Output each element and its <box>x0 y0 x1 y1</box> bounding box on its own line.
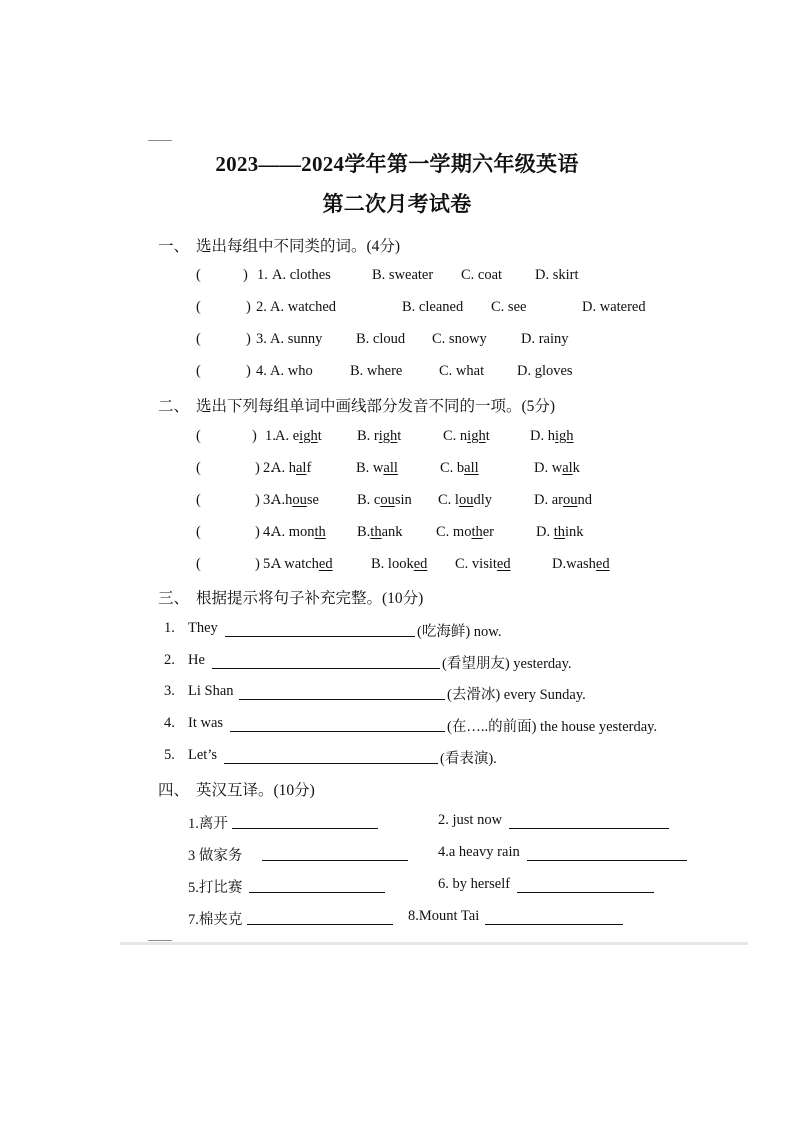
option-b: B. where <box>350 363 403 379</box>
answer-blank[interactable] <box>239 684 445 700</box>
option-text: dly <box>473 492 492 508</box>
answer-blank[interactable] <box>232 813 378 829</box>
underlined-letters: igh <box>378 428 398 444</box>
section-number: 四、 <box>158 782 190 799</box>
underlined-letters: al <box>295 460 307 476</box>
section-number: 一、 <box>158 238 190 255</box>
option-c: C. snowy <box>432 331 487 347</box>
translation-item: 6. by herself <box>438 876 511 892</box>
sentence-start: He <box>188 652 205 668</box>
hint-text: (看望朋友) <box>442 656 510 672</box>
answer-bracket: ) <box>255 524 260 540</box>
section-title: 选出每组中不同类的词。(4分) <box>196 238 401 255</box>
option-a <box>271 524 326 541</box>
underlined-letters: th <box>370 524 382 540</box>
answer-blank[interactable] <box>225 621 415 637</box>
section-title: 英汉互译。(10分) <box>196 782 315 799</box>
option-a: A. sunny <box>270 331 323 347</box>
hint-and-ending <box>442 652 572 673</box>
answer-bracket: ) <box>246 331 251 347</box>
answer-blank[interactable] <box>230 716 445 732</box>
option-a: A. who <box>270 363 313 379</box>
option-a <box>275 428 322 445</box>
underlined-letters: ed <box>318 556 333 572</box>
option-d <box>536 524 584 541</box>
sentence-start: Li Shan <box>188 683 234 699</box>
option-text: C. mo <box>436 524 472 540</box>
question-number: 2. <box>263 460 274 476</box>
option-d <box>534 460 580 477</box>
option-c: C. coat <box>461 267 503 283</box>
answer-bracket: ) <box>243 267 248 283</box>
sentence-end: yesterday. <box>509 656 572 672</box>
option-text: A.h <box>271 492 293 508</box>
translation-item: 2. just now <box>438 812 503 828</box>
sentence-end: . <box>493 751 497 767</box>
option-text: D. h <box>530 428 555 444</box>
option-text: C. b <box>440 460 465 476</box>
section-title: 根据提示将句子补充完整。(10分) <box>196 590 424 607</box>
item-number: 2. <box>164 652 175 668</box>
underlined-letters: ou <box>292 492 307 508</box>
hint-and-ending <box>440 747 497 768</box>
option-d <box>534 492 592 509</box>
section-title: 选出下列每组单词中画线部分发音不同的一项。(5分) <box>196 398 556 415</box>
option-b <box>357 428 401 445</box>
option-text: er <box>482 524 494 540</box>
sentence-start: It was <box>188 715 224 731</box>
corner-mark-top <box>148 140 172 141</box>
underlined-letters: ou <box>380 492 395 508</box>
answer-bracket: ( <box>196 363 201 379</box>
exam-title: 2023——2024学年第一学期六年级英语 <box>215 152 579 176</box>
option-c <box>436 524 494 541</box>
sentence-end: now. <box>470 624 502 640</box>
option-text: t <box>397 428 402 444</box>
option-a <box>271 492 319 509</box>
underlined-letters: igh <box>467 428 486 444</box>
option-text: A. e <box>275 428 300 444</box>
answer-bracket: ( <box>196 331 201 347</box>
answer-bracket: ) <box>255 556 260 572</box>
answer-bracket: ( <box>196 299 201 315</box>
sentence-start: They <box>188 620 218 636</box>
underlined-letters: igh <box>554 428 574 444</box>
underlined-letters: th <box>471 524 483 540</box>
option-text: sin <box>394 492 412 508</box>
option-text: B. r <box>357 428 379 444</box>
answer-bracket: ) <box>255 460 260 476</box>
option-text: ink <box>565 524 584 540</box>
item-number: 4. <box>164 715 175 731</box>
underlined-letters: igh <box>299 428 318 444</box>
translation-item: 7.棉夹克 <box>188 912 243 928</box>
underlined-letters: al <box>562 460 573 476</box>
option-a: A. watched <box>270 299 337 315</box>
translation-item: 4.a heavy rain <box>438 844 520 860</box>
option-text: C. visit <box>455 556 497 572</box>
section-4-heading <box>158 778 315 800</box>
option-b: B. cleaned <box>402 299 464 315</box>
option-text: C. n <box>443 428 468 444</box>
section-3-heading <box>158 586 423 608</box>
section-1-heading <box>158 234 400 256</box>
answer-bracket: ) <box>246 363 251 379</box>
page-bottom-edge <box>120 942 748 945</box>
option-a <box>271 460 311 477</box>
option-text: B. c <box>357 492 381 508</box>
option-text: D. w <box>534 460 563 476</box>
option-text: D. <box>536 524 554 540</box>
option-text: nd <box>577 492 592 508</box>
option-text: f <box>306 460 312 476</box>
option-b: B. sweater <box>372 267 434 283</box>
answer-bracket: ( <box>196 267 201 283</box>
question-number: 4. <box>263 524 274 540</box>
option-c: C. see <box>491 299 527 315</box>
hint-text: (看表演) <box>440 751 494 767</box>
hint-text: (去滑冰) <box>447 687 501 703</box>
underlined-letters: th <box>314 524 326 540</box>
option-c: C. what <box>439 363 485 379</box>
sentence-start: Let’s <box>188 747 217 763</box>
option-c <box>443 428 490 445</box>
hint-text: (吃海鲜) <box>417 624 471 640</box>
question-number: 4. <box>256 363 267 379</box>
option-b <box>357 492 412 509</box>
item-number: 5. <box>164 747 175 763</box>
answer-blank[interactable] <box>262 845 408 861</box>
option-c <box>455 556 511 573</box>
answer-bracket: ) <box>252 428 257 444</box>
underlined-letters: ou <box>458 492 474 508</box>
underlined-letters: ed <box>496 556 511 572</box>
option-b: B. cloud <box>356 331 406 347</box>
answer-bracket: ( <box>196 428 201 444</box>
hint-and-ending <box>447 715 657 736</box>
section-number: 三、 <box>158 590 190 607</box>
option-text: A. mon <box>271 524 315 540</box>
option-d: D. rainy <box>521 331 569 347</box>
answer-blank[interactable] <box>212 653 440 669</box>
sentence-end: the house yesterday. <box>536 719 658 735</box>
translation-item: 5.打比赛 <box>188 880 243 896</box>
option-text: k <box>572 460 580 476</box>
option-text: D.wash <box>552 556 596 572</box>
hint-and-ending <box>417 620 501 641</box>
option-text: A. h <box>271 460 296 476</box>
option-text: B. <box>357 524 371 540</box>
option-text: D. ar <box>534 492 563 508</box>
option-d <box>530 428 574 445</box>
section-2-heading <box>158 394 555 416</box>
answer-blank[interactable] <box>247 909 393 925</box>
option-c <box>438 492 492 509</box>
option-a: A. clothes <box>272 267 331 283</box>
option-b <box>356 460 398 477</box>
question-number: 1. <box>257 267 268 283</box>
hint-and-ending <box>447 683 586 704</box>
item-number: 1. <box>164 620 175 636</box>
option-d: D. gloves <box>517 363 573 379</box>
section-number: 二、 <box>158 398 190 415</box>
answer-bracket: ( <box>196 524 201 540</box>
question-number: 2. <box>256 299 267 315</box>
answer-bracket: ( <box>196 460 201 476</box>
answer-bracket: ) <box>246 299 251 315</box>
answer-blank[interactable] <box>249 877 385 893</box>
hint-text: (在…..的前面) <box>447 719 537 735</box>
translation-item: 1.离开 <box>188 816 228 832</box>
translation-item: 3 做家务 <box>188 848 243 864</box>
exam-subtitle: 第二次月考试卷 <box>322 192 472 216</box>
option-d <box>552 556 610 573</box>
option-a <box>271 556 333 573</box>
sentence-end: every Sunday. <box>500 687 586 703</box>
item-number: 3. <box>164 683 175 699</box>
question-number: 5. <box>263 556 274 572</box>
option-text: ank <box>381 524 403 540</box>
option-text: C. l <box>438 492 459 508</box>
answer-blank[interactable] <box>485 909 623 925</box>
option-text: B. w <box>356 460 384 476</box>
question-number: 1. <box>265 428 276 444</box>
option-text: A watch <box>271 556 319 572</box>
answer-bracket: ( <box>196 492 201 508</box>
underlined-letters: all <box>464 460 479 476</box>
translation-item: 8.Mount Tai <box>408 908 480 924</box>
underlined-letters: all <box>383 460 398 476</box>
answer-blank[interactable] <box>224 748 438 764</box>
question-number: 3. <box>263 492 274 508</box>
underlined-letters: th <box>553 524 566 540</box>
answer-blank[interactable] <box>517 877 654 893</box>
underlined-letters: ed <box>595 556 610 572</box>
underlined-letters: ou <box>563 492 578 508</box>
option-text: se <box>306 492 319 508</box>
option-d: D. skirt <box>535 267 579 283</box>
option-text: t <box>485 428 490 444</box>
question-number: 3. <box>256 331 267 347</box>
option-c <box>440 460 479 477</box>
option-b <box>371 556 427 573</box>
option-text: B. look <box>371 556 414 572</box>
option-b <box>357 524 403 541</box>
answer-bracket: ) <box>255 492 260 508</box>
corner-mark-bottom <box>148 940 172 941</box>
answer-blank[interactable] <box>527 845 687 861</box>
option-d: D. watered <box>582 299 646 315</box>
answer-blank[interactable] <box>509 813 669 829</box>
answer-bracket: ( <box>196 556 201 572</box>
option-text: t <box>317 428 322 444</box>
underlined-letters: ed <box>413 556 428 572</box>
